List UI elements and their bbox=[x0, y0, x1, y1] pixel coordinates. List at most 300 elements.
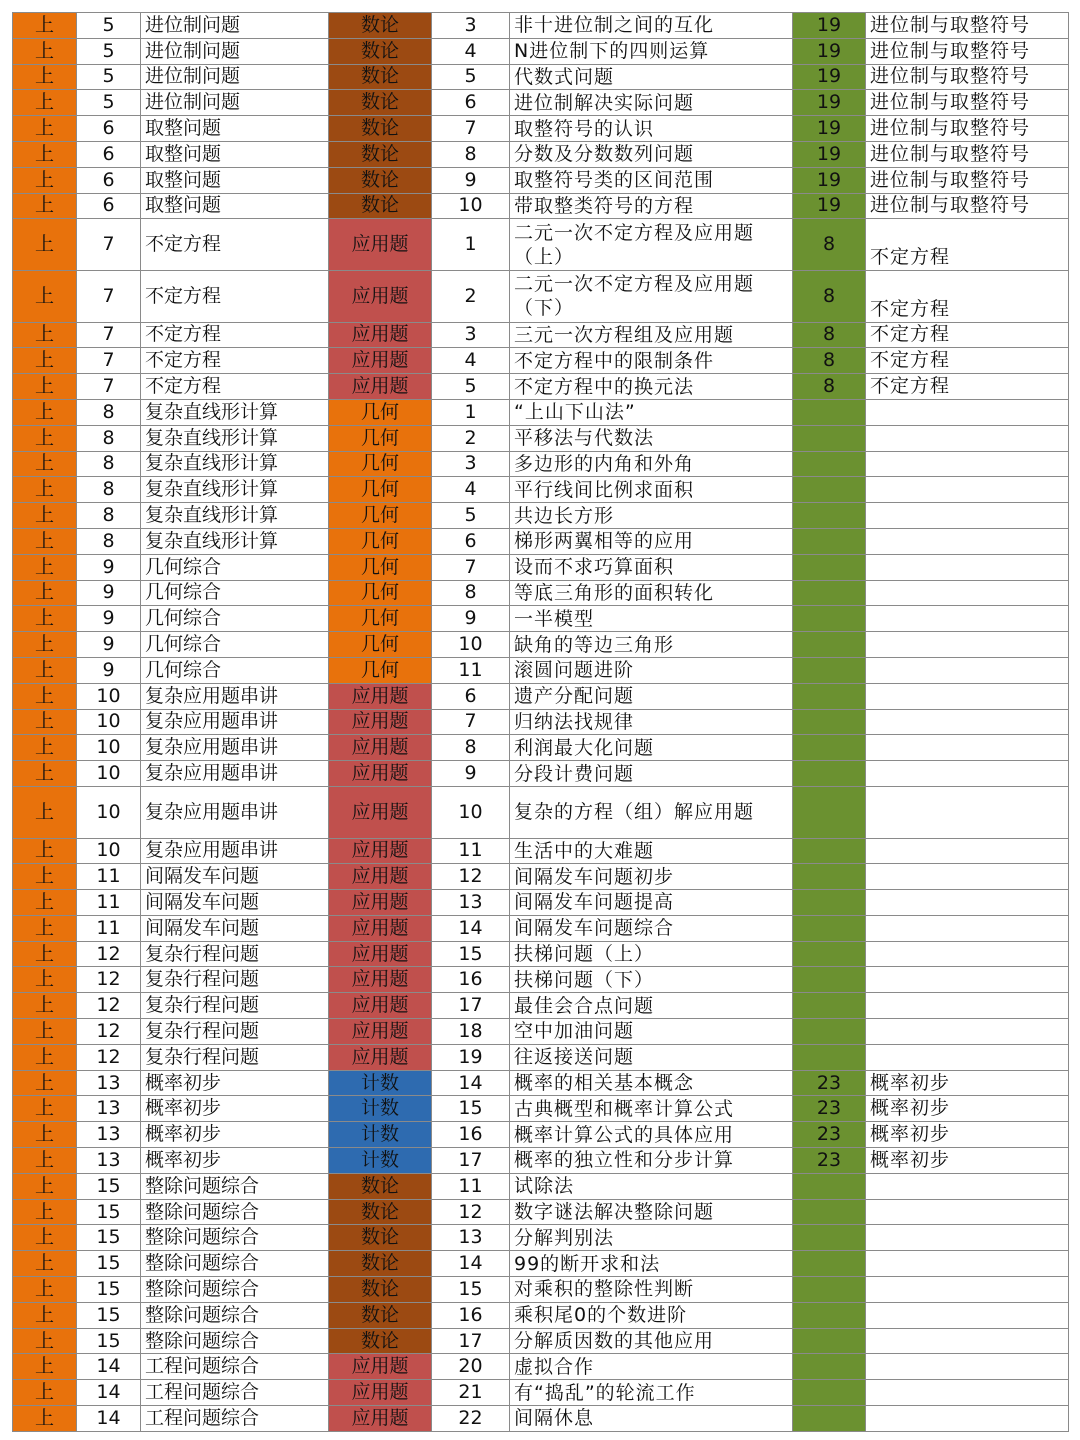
point-number-cell: 6 bbox=[432, 683, 510, 709]
reference-number-cell bbox=[793, 915, 866, 941]
category-cell: 应用题 bbox=[329, 1406, 432, 1432]
point-number-cell: 12 bbox=[432, 1199, 510, 1225]
reference-number-cell bbox=[793, 503, 866, 529]
topic-cell: 整除问题综合 bbox=[141, 1302, 329, 1328]
reference-number-cell: 8 bbox=[793, 219, 866, 271]
knowledge-point-cell: 不定方程中的换元法 bbox=[510, 374, 793, 400]
knowledge-point-cell: 扶梯问题（上） bbox=[510, 941, 793, 967]
topic-cell: 工程问题综合 bbox=[141, 1406, 329, 1432]
reference-name-cell bbox=[866, 399, 1069, 425]
topic-cell: 整除问题综合 bbox=[141, 1225, 329, 1251]
reference-name-cell: 概率初步 bbox=[866, 1122, 1069, 1148]
table-row bbox=[13, 606, 1069, 632]
term-cell: 上 bbox=[13, 554, 77, 580]
reference-name-cell bbox=[866, 1019, 1069, 1045]
category-cell: 应用题 bbox=[329, 1354, 432, 1380]
category-cell: 数论 bbox=[329, 116, 432, 142]
lesson-number-cell: 11 bbox=[77, 915, 141, 941]
point-number-cell: 16 bbox=[432, 1122, 510, 1148]
topic-cell: 进位制问题 bbox=[141, 38, 329, 64]
knowledge-point-cell: 试除法 bbox=[510, 1173, 793, 1199]
lesson-number-cell: 7 bbox=[77, 374, 141, 400]
term-cell: 上 bbox=[13, 13, 77, 39]
category-cell: 数论 bbox=[329, 167, 432, 193]
knowledge-point-cell: 等底三角形的面积转化 bbox=[510, 580, 793, 606]
table-row bbox=[13, 270, 1069, 322]
lesson-number-cell: 14 bbox=[77, 1354, 141, 1380]
lesson-number-cell: 14 bbox=[77, 1380, 141, 1406]
reference-number-cell bbox=[793, 838, 866, 864]
reference-number-cell bbox=[793, 786, 866, 838]
knowledge-point-cell: 间隔发车问题综合 bbox=[510, 915, 793, 941]
reference-number-cell bbox=[793, 1044, 866, 1070]
reference-number-cell: 19 bbox=[793, 193, 866, 219]
category-cell: 应用题 bbox=[329, 219, 432, 271]
reference-number-cell bbox=[793, 1328, 866, 1354]
reference-name-cell bbox=[866, 425, 1069, 451]
point-number-cell: 1 bbox=[432, 219, 510, 271]
lesson-number-cell: 10 bbox=[77, 683, 141, 709]
reference-number-cell: 8 bbox=[793, 322, 866, 348]
table-row bbox=[13, 1070, 1069, 1096]
knowledge-point-cell: 概率的相关基本概念 bbox=[510, 1070, 793, 1096]
table-row bbox=[13, 528, 1069, 554]
topic-cell: 不定方程 bbox=[141, 219, 329, 271]
table-row bbox=[13, 219, 1069, 271]
category-cell: 几何 bbox=[329, 503, 432, 529]
point-number-cell: 20 bbox=[432, 1354, 510, 1380]
term-cell: 上 bbox=[13, 1225, 77, 1251]
lesson-number-cell: 9 bbox=[77, 606, 141, 632]
term-cell: 上 bbox=[13, 1019, 77, 1045]
knowledge-point-cell: 数字谜法解决整除问题 bbox=[510, 1199, 793, 1225]
point-number-cell: 10 bbox=[432, 632, 510, 658]
knowledge-point-cell: 利润最大化问题 bbox=[510, 735, 793, 761]
reference-number-cell bbox=[793, 1277, 866, 1303]
table-row bbox=[13, 503, 1069, 529]
lesson-number-cell: 13 bbox=[77, 1070, 141, 1096]
topic-cell: 复杂直线形计算 bbox=[141, 399, 329, 425]
reference-name-cell bbox=[866, 528, 1069, 554]
point-number-cell: 9 bbox=[432, 761, 510, 787]
lesson-number-cell: 8 bbox=[77, 503, 141, 529]
knowledge-point-cell: 虚拟合作 bbox=[510, 1354, 793, 1380]
term-cell: 上 bbox=[13, 503, 77, 529]
topic-cell: 概率初步 bbox=[141, 1148, 329, 1174]
term-cell: 上 bbox=[13, 38, 77, 64]
reference-number-cell bbox=[793, 1354, 866, 1380]
knowledge-point-cell: 遗产分配问题 bbox=[510, 683, 793, 709]
reference-name-cell: 进位制与取整符号 bbox=[866, 167, 1069, 193]
term-cell: 上 bbox=[13, 1354, 77, 1380]
point-number-cell: 13 bbox=[432, 890, 510, 916]
knowledge-point-cell: 一半模型 bbox=[510, 606, 793, 632]
reference-name-cell: 概率初步 bbox=[866, 1148, 1069, 1174]
term-cell: 上 bbox=[13, 657, 77, 683]
point-number-cell: 17 bbox=[432, 1148, 510, 1174]
lesson-number-cell: 5 bbox=[77, 13, 141, 39]
reference-name-cell: 进位制与取整符号 bbox=[866, 116, 1069, 142]
point-number-cell: 22 bbox=[432, 1406, 510, 1432]
topic-cell: 整除问题综合 bbox=[141, 1277, 329, 1303]
topic-cell: 复杂直线形计算 bbox=[141, 451, 329, 477]
table-row bbox=[13, 1148, 1069, 1174]
reference-name-cell bbox=[866, 1277, 1069, 1303]
knowledge-point-cell: 多边形的内角和外角 bbox=[510, 451, 793, 477]
topic-cell: 取整问题 bbox=[141, 116, 329, 142]
reference-number-cell: 19 bbox=[793, 116, 866, 142]
lesson-number-cell: 5 bbox=[77, 64, 141, 90]
point-number-cell: 21 bbox=[432, 1380, 510, 1406]
term-cell: 上 bbox=[13, 270, 77, 322]
knowledge-point-cell: 进位制解决实际问题 bbox=[510, 90, 793, 116]
term-cell: 上 bbox=[13, 193, 77, 219]
lesson-number-cell: 12 bbox=[77, 941, 141, 967]
reference-number-cell bbox=[793, 1380, 866, 1406]
table-row bbox=[13, 1173, 1069, 1199]
table-row bbox=[13, 64, 1069, 90]
term-cell: 上 bbox=[13, 219, 77, 271]
lesson-number-cell: 7 bbox=[77, 219, 141, 271]
table-row bbox=[13, 348, 1069, 374]
point-number-cell: 12 bbox=[432, 864, 510, 890]
reference-number-cell bbox=[793, 967, 866, 993]
reference-name-cell bbox=[866, 1199, 1069, 1225]
knowledge-point-cell: 分数及分数数列问题 bbox=[510, 141, 793, 167]
point-number-cell: 2 bbox=[432, 270, 510, 322]
table-row bbox=[13, 1354, 1069, 1380]
topic-cell: 工程问题综合 bbox=[141, 1380, 329, 1406]
category-cell: 几何 bbox=[329, 554, 432, 580]
reference-number-cell bbox=[793, 735, 866, 761]
category-cell: 计数 bbox=[329, 1122, 432, 1148]
term-cell: 上 bbox=[13, 580, 77, 606]
point-number-cell: 3 bbox=[432, 451, 510, 477]
lesson-number-cell: 7 bbox=[77, 322, 141, 348]
point-number-cell: 8 bbox=[432, 141, 510, 167]
category-cell: 计数 bbox=[329, 1096, 432, 1122]
lesson-number-cell: 10 bbox=[77, 735, 141, 761]
topic-cell: 取整问题 bbox=[141, 193, 329, 219]
table-row bbox=[13, 683, 1069, 709]
point-number-cell: 14 bbox=[432, 1070, 510, 1096]
knowledge-point-cell: 扶梯问题（下） bbox=[510, 967, 793, 993]
topic-cell: 进位制问题 bbox=[141, 13, 329, 39]
reference-name-cell bbox=[866, 1225, 1069, 1251]
table-row bbox=[13, 1251, 1069, 1277]
knowledge-point-cell: 三元一次方程组及应用题 bbox=[510, 322, 793, 348]
reference-name-cell: 进位制与取整符号 bbox=[866, 38, 1069, 64]
term-cell: 上 bbox=[13, 1070, 77, 1096]
category-cell: 几何 bbox=[329, 606, 432, 632]
point-number-cell: 9 bbox=[432, 606, 510, 632]
lesson-number-cell: 8 bbox=[77, 477, 141, 503]
knowledge-point-cell: 平移法与代数法 bbox=[510, 425, 793, 451]
lesson-number-cell: 12 bbox=[77, 967, 141, 993]
topic-cell: 复杂应用题串讲 bbox=[141, 761, 329, 787]
topic-cell: 复杂应用题串讲 bbox=[141, 709, 329, 735]
lesson-number-cell: 9 bbox=[77, 554, 141, 580]
table-row bbox=[13, 38, 1069, 64]
table-row bbox=[13, 141, 1069, 167]
category-cell: 应用题 bbox=[329, 941, 432, 967]
table-row bbox=[13, 1277, 1069, 1303]
lesson-number-cell: 12 bbox=[77, 993, 141, 1019]
term-cell: 上 bbox=[13, 786, 77, 838]
lesson-number-cell: 8 bbox=[77, 528, 141, 554]
reference-name-cell bbox=[866, 838, 1069, 864]
knowledge-point-cell: 分解判别法 bbox=[510, 1225, 793, 1251]
term-cell: 上 bbox=[13, 890, 77, 916]
reference-name-cell bbox=[866, 477, 1069, 503]
lesson-number-cell: 9 bbox=[77, 632, 141, 658]
term-cell: 上 bbox=[13, 1148, 77, 1174]
category-cell: 应用题 bbox=[329, 838, 432, 864]
reference-number-cell: 8 bbox=[793, 270, 866, 322]
table-row bbox=[13, 1328, 1069, 1354]
topic-cell: 整除问题综合 bbox=[141, 1199, 329, 1225]
reference-name-cell bbox=[866, 503, 1069, 529]
lesson-number-cell: 15 bbox=[77, 1251, 141, 1277]
knowledge-point-cell: 归纳法找规律 bbox=[510, 709, 793, 735]
reference-number-cell: 19 bbox=[793, 167, 866, 193]
point-number-cell: 11 bbox=[432, 657, 510, 683]
knowledge-point-cell: 不定方程中的限制条件 bbox=[510, 348, 793, 374]
topic-cell: 取整问题 bbox=[141, 167, 329, 193]
term-cell: 上 bbox=[13, 1122, 77, 1148]
reference-name-cell: 进位制与取整符号 bbox=[866, 13, 1069, 39]
table-row bbox=[13, 1406, 1069, 1432]
term-cell: 上 bbox=[13, 967, 77, 993]
term-cell: 上 bbox=[13, 683, 77, 709]
point-number-cell: 11 bbox=[432, 1173, 510, 1199]
point-number-cell: 11 bbox=[432, 838, 510, 864]
reference-number-cell bbox=[793, 1406, 866, 1432]
reference-number-cell bbox=[793, 425, 866, 451]
term-cell: 上 bbox=[13, 477, 77, 503]
term-cell: 上 bbox=[13, 374, 77, 400]
lesson-number-cell: 6 bbox=[77, 116, 141, 142]
topic-cell: 复杂直线形计算 bbox=[141, 503, 329, 529]
reference-name-cell: 进位制与取整符号 bbox=[866, 193, 1069, 219]
table-row bbox=[13, 864, 1069, 890]
category-cell: 应用题 bbox=[329, 967, 432, 993]
category-cell: 数论 bbox=[329, 38, 432, 64]
reference-name-cell bbox=[866, 1251, 1069, 1277]
category-cell: 应用题 bbox=[329, 709, 432, 735]
lesson-number-cell: 6 bbox=[77, 141, 141, 167]
term-cell: 上 bbox=[13, 1251, 77, 1277]
table-row bbox=[13, 425, 1069, 451]
topic-cell: 间隔发车问题 bbox=[141, 915, 329, 941]
point-number-cell: 19 bbox=[432, 1044, 510, 1070]
reference-name-cell: 概率初步 bbox=[866, 1070, 1069, 1096]
topic-cell: 复杂应用题串讲 bbox=[141, 735, 329, 761]
topic-cell: 进位制问题 bbox=[141, 90, 329, 116]
term-cell: 上 bbox=[13, 90, 77, 116]
reference-name-cell bbox=[866, 1302, 1069, 1328]
category-cell: 几何 bbox=[329, 477, 432, 503]
reference-name-cell bbox=[866, 993, 1069, 1019]
lesson-number-cell: 13 bbox=[77, 1148, 141, 1174]
term-cell: 上 bbox=[13, 915, 77, 941]
point-number-cell: 17 bbox=[432, 1328, 510, 1354]
point-number-cell: 18 bbox=[432, 1019, 510, 1045]
knowledge-point-cell: 代数式问题 bbox=[510, 64, 793, 90]
point-number-cell: 5 bbox=[432, 503, 510, 529]
topic-cell: 概率初步 bbox=[141, 1070, 329, 1096]
table-row bbox=[13, 1019, 1069, 1045]
reference-name-cell bbox=[866, 735, 1069, 761]
knowledge-point-cell: 空中加油问题 bbox=[510, 1019, 793, 1045]
lesson-number-cell: 15 bbox=[77, 1173, 141, 1199]
topic-cell: 复杂直线形计算 bbox=[141, 477, 329, 503]
reference-name-cell bbox=[866, 683, 1069, 709]
knowledge-point-cell: 生活中的大难题 bbox=[510, 838, 793, 864]
table-row bbox=[13, 709, 1069, 735]
reference-name-cell: 进位制与取整符号 bbox=[866, 141, 1069, 167]
topic-cell: 间隔发车问题 bbox=[141, 890, 329, 916]
category-cell: 几何 bbox=[329, 451, 432, 477]
category-cell: 应用题 bbox=[329, 761, 432, 787]
reference-number-cell bbox=[793, 890, 866, 916]
reference-name-cell bbox=[866, 451, 1069, 477]
category-cell: 数论 bbox=[329, 1328, 432, 1354]
reference-name-cell bbox=[866, 967, 1069, 993]
category-cell: 应用题 bbox=[329, 348, 432, 374]
knowledge-point-cell: 复杂的方程（组）解应用题 bbox=[510, 786, 793, 838]
point-number-cell: 14 bbox=[432, 915, 510, 941]
lesson-number-cell: 15 bbox=[77, 1328, 141, 1354]
point-number-cell: 16 bbox=[432, 1302, 510, 1328]
lesson-number-cell: 8 bbox=[77, 399, 141, 425]
lesson-number-cell: 10 bbox=[77, 786, 141, 838]
category-cell: 应用题 bbox=[329, 683, 432, 709]
point-number-cell: 14 bbox=[432, 1251, 510, 1277]
category-cell: 数论 bbox=[329, 1302, 432, 1328]
topic-cell: 复杂应用题串讲 bbox=[141, 683, 329, 709]
topic-cell: 复杂行程问题 bbox=[141, 1044, 329, 1070]
category-cell: 数论 bbox=[329, 1173, 432, 1199]
term-cell: 上 bbox=[13, 322, 77, 348]
category-cell: 应用题 bbox=[329, 1019, 432, 1045]
term-cell: 上 bbox=[13, 64, 77, 90]
knowledge-point-cell: 设而不求巧算面积 bbox=[510, 554, 793, 580]
course-table bbox=[12, 12, 1069, 1432]
reference-name-cell bbox=[866, 890, 1069, 916]
lesson-number-cell: 7 bbox=[77, 348, 141, 374]
reference-number-cell bbox=[793, 580, 866, 606]
category-cell: 计数 bbox=[329, 1148, 432, 1174]
table-row bbox=[13, 761, 1069, 787]
table-row bbox=[13, 838, 1069, 864]
knowledge-point-cell: 平行线间比例求面积 bbox=[510, 477, 793, 503]
category-cell: 应用题 bbox=[329, 270, 432, 322]
point-number-cell: 6 bbox=[432, 90, 510, 116]
topic-cell: 复杂应用题串讲 bbox=[141, 838, 329, 864]
term-cell: 上 bbox=[13, 1096, 77, 1122]
reference-number-cell bbox=[793, 477, 866, 503]
category-cell: 应用题 bbox=[329, 1044, 432, 1070]
reference-number-cell bbox=[793, 606, 866, 632]
category-cell: 数论 bbox=[329, 141, 432, 167]
point-number-cell: 3 bbox=[432, 13, 510, 39]
reference-name-cell: 概率初步 bbox=[866, 1096, 1069, 1122]
point-number-cell: 10 bbox=[432, 786, 510, 838]
topic-cell: 不定方程 bbox=[141, 374, 329, 400]
term-cell: 上 bbox=[13, 993, 77, 1019]
reference-number-cell bbox=[793, 1251, 866, 1277]
reference-name-cell bbox=[866, 1406, 1069, 1432]
lesson-number-cell: 9 bbox=[77, 580, 141, 606]
reference-name-cell: 进位制与取整符号 bbox=[866, 90, 1069, 116]
point-number-cell: 7 bbox=[432, 554, 510, 580]
reference-name-cell bbox=[866, 632, 1069, 658]
reference-name-cell bbox=[866, 606, 1069, 632]
category-cell: 几何 bbox=[329, 425, 432, 451]
term-cell: 上 bbox=[13, 1199, 77, 1225]
reference-name-cell bbox=[866, 709, 1069, 735]
term-cell: 上 bbox=[13, 941, 77, 967]
reference-number-cell bbox=[793, 451, 866, 477]
point-number-cell: 4 bbox=[432, 348, 510, 374]
term-cell: 上 bbox=[13, 1328, 77, 1354]
reference-name-cell: 不定方程 bbox=[866, 348, 1069, 374]
point-number-cell: 15 bbox=[432, 1277, 510, 1303]
category-cell: 计数 bbox=[329, 1070, 432, 1096]
term-cell: 上 bbox=[13, 1406, 77, 1432]
table-row bbox=[13, 1199, 1069, 1225]
table-row bbox=[13, 632, 1069, 658]
term-cell: 上 bbox=[13, 1277, 77, 1303]
table-row bbox=[13, 451, 1069, 477]
knowledge-point-cell: 对乘积的整除性判断 bbox=[510, 1277, 793, 1303]
reference-name-cell bbox=[866, 761, 1069, 787]
reference-number-cell bbox=[793, 993, 866, 1019]
category-cell: 数论 bbox=[329, 1277, 432, 1303]
table-row bbox=[13, 1380, 1069, 1406]
point-number-cell: 15 bbox=[432, 1096, 510, 1122]
term-cell: 上 bbox=[13, 709, 77, 735]
topic-cell: 概率初步 bbox=[141, 1122, 329, 1148]
term-cell: 上 bbox=[13, 735, 77, 761]
term-cell: 上 bbox=[13, 1302, 77, 1328]
table-row bbox=[13, 1302, 1069, 1328]
table-row bbox=[13, 915, 1069, 941]
lesson-number-cell: 12 bbox=[77, 1019, 141, 1045]
topic-cell: 复杂直线形计算 bbox=[141, 528, 329, 554]
table-row bbox=[13, 786, 1069, 838]
knowledge-point-cell: 缺角的等边三角形 bbox=[510, 632, 793, 658]
table-row bbox=[13, 993, 1069, 1019]
lesson-number-cell: 15 bbox=[77, 1302, 141, 1328]
knowledge-point-cell: 梯形两翼相等的应用 bbox=[510, 528, 793, 554]
reference-number-cell bbox=[793, 683, 866, 709]
category-cell: 数论 bbox=[329, 1199, 432, 1225]
knowledge-point-cell: 共边长方形 bbox=[510, 503, 793, 529]
reference-name-cell: 不定方程 bbox=[866, 322, 1069, 348]
reference-number-cell: 19 bbox=[793, 90, 866, 116]
reference-name-cell bbox=[866, 915, 1069, 941]
term-cell: 上 bbox=[13, 1173, 77, 1199]
reference-number-cell: 23 bbox=[793, 1096, 866, 1122]
reference-number-cell: 19 bbox=[793, 141, 866, 167]
reference-number-cell bbox=[793, 632, 866, 658]
reference-number-cell bbox=[793, 528, 866, 554]
knowledge-point-cell: 有“捣乱”的轮流工作 bbox=[510, 1380, 793, 1406]
table-row bbox=[13, 735, 1069, 761]
point-number-cell: 2 bbox=[432, 425, 510, 451]
